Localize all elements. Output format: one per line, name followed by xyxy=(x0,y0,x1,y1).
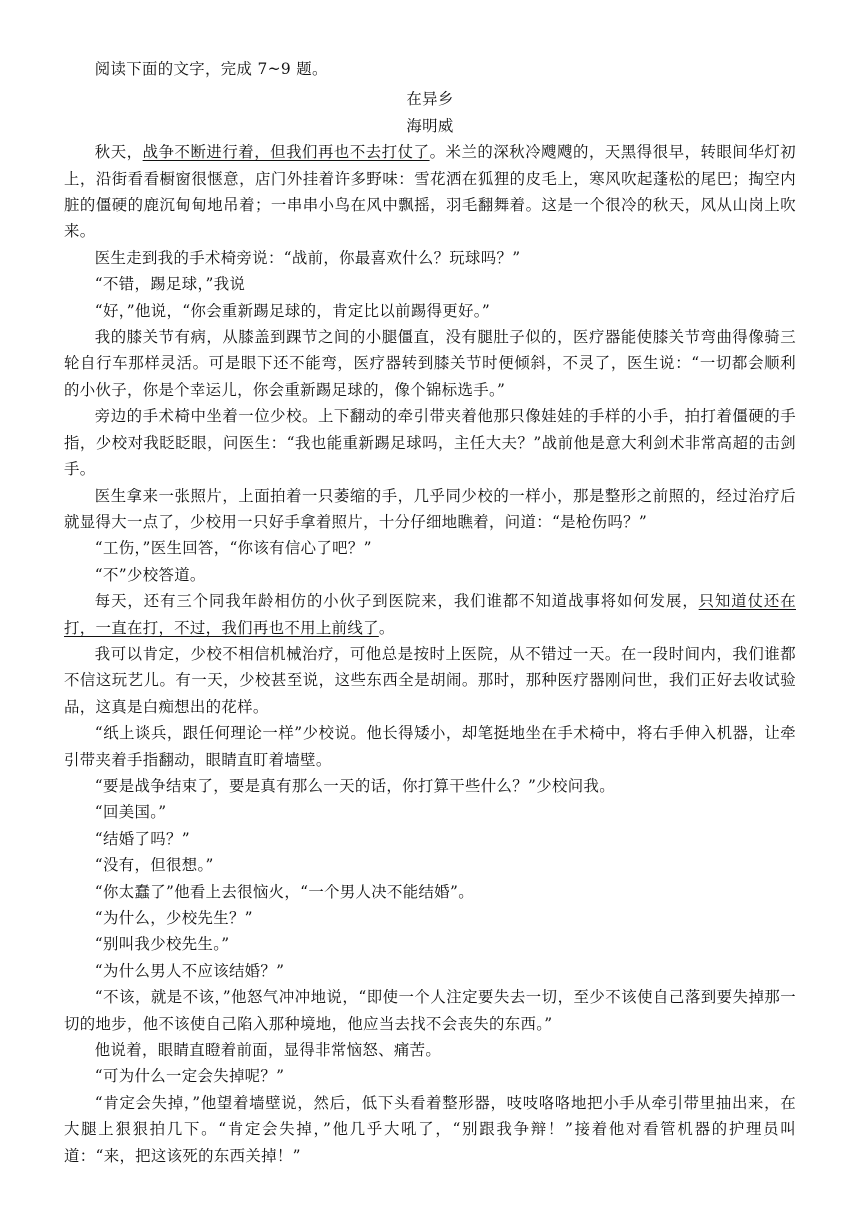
paragraph-text: 他说着，眼睛直瞪着前面，显得非常恼怒、痛苦。 xyxy=(94,1041,442,1060)
story-paragraph xyxy=(64,1037,796,1063)
story-paragraph xyxy=(64,958,796,984)
story-paragraph xyxy=(64,483,796,536)
story-title: 在异乡 xyxy=(406,90,454,109)
paragraph-text: “回美国。” xyxy=(94,803,167,822)
paragraph-text: “为什么男人不应该结婚？” xyxy=(94,961,285,980)
story-paragraph xyxy=(64,984,796,1037)
paragraph-text: 。 xyxy=(378,618,395,637)
paragraph-text: “不该，就是不该，”他怒气冲冲地说，“即使一个人注定要失去一切，至少不该使自己落到要失掉那一切的地步，他不该使自己陷入那种境地，他应当去找不会丧失的东西。” xyxy=(64,988,796,1033)
paragraph-text: 我可以肯定，少校不相信机械治疗，可他总是按时上医院，从不错过一天。在一段时间内，我们谁都不信这玩艺儿。有一天，少校甚至说，这些东西全是胡闹。那时，那种医疗器刚问世，我们正好去收试验品，这真是白痴想出的花样。 xyxy=(64,644,796,716)
story-paragraph xyxy=(64,826,796,852)
paragraph-text: 秋天， xyxy=(94,143,143,162)
paragraph-text: “肯定会失掉，”他望着墙壁说，然后，低下头看着整形器，吱吱咯咯地把小手从牵引带里抽出来，在大腿上狠狠拍几下。“肯定会失掉，”他几乎大吼了，“别跟我争辩！”接着他对看管机器的护理员叫道：“来，把这该死的东西关掉！” xyxy=(64,1093,796,1165)
story-paragraph xyxy=(64,324,796,403)
story-paragraph xyxy=(64,641,796,720)
story-paragraph xyxy=(64,1063,796,1089)
story-paragraph xyxy=(64,720,796,773)
story-paragraph xyxy=(64,905,796,931)
story-author: 海明威 xyxy=(406,116,454,135)
story-paragraph xyxy=(64,799,796,825)
paragraph-text: “不错，踢足球，”我说 xyxy=(94,275,246,294)
story-paragraph xyxy=(64,562,796,588)
paragraph-text: 我的膝关节有病，从膝盖到踝节之间的小腿僵直，没有腿肚子似的，医疗器能使膝关节弯曲得像骑三轮自行车那样灵活。可是眼下还不能弯，医疗器转到膝关节时便倾斜，不灵了，医生说：“一切都会顺利的小伙子，你是个幸运儿，你会重新踢足球的，像个锦标选手。” xyxy=(64,328,796,399)
paragraph-text: 医生走到我的手术椅旁说：“战前，你最喜欢什么？玩球吗？” xyxy=(94,248,521,267)
paragraph-text: “没有，但很想。” xyxy=(94,856,214,875)
story-paragraph xyxy=(64,403,796,482)
story-paragraph xyxy=(64,139,796,245)
underlined-sentence: 战争不断进行着，但我们再也不去打仗了 xyxy=(142,143,430,162)
story-paragraph xyxy=(64,1090,796,1169)
paragraph-text: “结婚了吗？” xyxy=(94,829,190,848)
story-paragraph xyxy=(64,931,796,957)
paragraph-text: “为什么，少校先生？” xyxy=(94,909,253,927)
paragraph-text: “别叫我少校先生。” xyxy=(94,935,230,954)
reading-instruction: 阅读下面的文字，完成 7~9 题。 xyxy=(94,60,328,78)
story-paragraph xyxy=(64,588,796,641)
paragraph-text: 。米兰的深秋冷飕飕的，天黑得很早，转眼间华灯初上，沿街看看橱窗很惬意，店门外挂着许多野味：雪花洒在狐狸的皮毛上，寒风吹起蓬松的尾巴；掏空内脏的僵硬的鹿沉甸甸地吊着；一串串小鸟在风中飘摇，羽毛翻舞着。这是一个很冷的秋天，风从山岗上吹来。 xyxy=(64,143,796,241)
paragraph-text: 旁边的手术椅中坐着一位少校。上下翻动的牵引带夹着他那只像娃娃的手样的小手，拍打着僵硬的手指，少校对我眨眨眼，问医生：“我也能重新踢足球吗，主任大夫？”战前他是意大利剑术非常高超的击剑手。 xyxy=(64,407,796,479)
paragraph-text: “可为什么一定会失掉呢？” xyxy=(94,1067,285,1086)
story-paragraph xyxy=(64,852,796,878)
story-paragraph xyxy=(64,535,796,561)
paragraph-text: “工伤，”医生回答，“你该有信心了吧？” xyxy=(94,539,372,558)
paragraph-text: “纸上谈兵，跟任何理论一样”少校说。他长得矮小，却笔挺地坐在手术椅中，将右手伸入机器，让牵引带夹着手指翻动，眼睛直盯着墙壁。 xyxy=(64,724,796,769)
story-paragraph xyxy=(64,773,796,799)
paragraph-text: “好，”他说，“你会重新踢足球的，肯定比以前踢得更好。” xyxy=(94,301,491,320)
paragraph-text: 医生拿来一张照片，上面拍着一只萎缩的手，几乎同少校的一样小，那是整形之前照的，经过治疗后就显得大一点了，少校用一只好手拿着照片，十分仔细地瞧着，问道：“是枪伤吗？” xyxy=(64,486,796,531)
story-paragraph xyxy=(64,879,796,905)
story-paragraph xyxy=(64,298,796,324)
paragraph-text: “不”少校答道。 xyxy=(94,565,206,584)
story-paragraph xyxy=(64,271,796,297)
paragraph-text: 每天，还有三个同我年龄相仿的小伙子到医院来，我们谁都不知道战事将如何发展， xyxy=(94,592,699,611)
underlined-sentence: 只知道仗还在打，一直在打，不过，我们再也不用上前线了 xyxy=(64,592,796,637)
story-body xyxy=(64,139,796,1169)
paragraph-text: “要是战争结束了，要是真有那么一天的话，你打算干些什么？”少校问我。 xyxy=(94,776,615,795)
paragraph-text: “你太蠢了”他看上去很恼火，“一个男人决不能结婚”。 xyxy=(94,882,474,901)
story-paragraph xyxy=(64,245,796,271)
